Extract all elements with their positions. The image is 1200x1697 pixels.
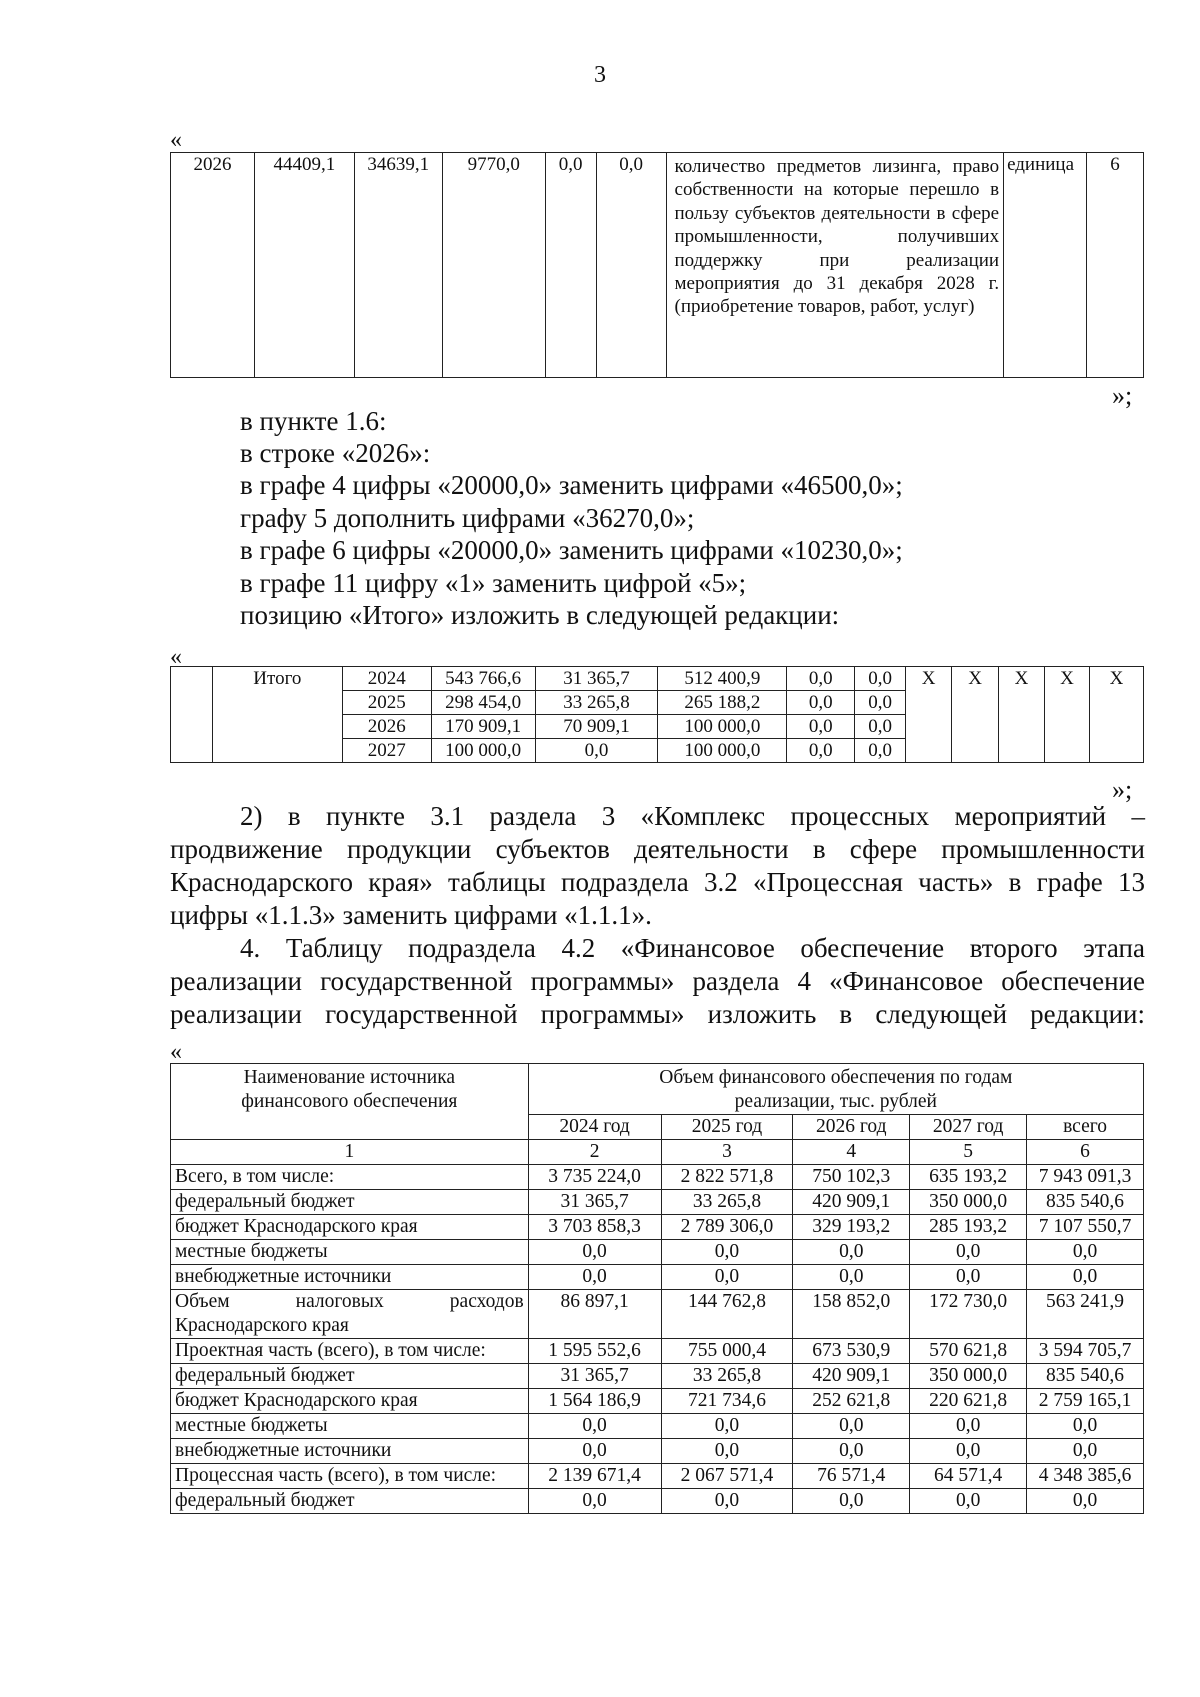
row-source-name: Проектная часть (всего), в том числе: [171, 1339, 529, 1364]
instruction-line: в графе 11 цифру «1» заменить цифрой «5»; [240, 568, 747, 598]
row-value: 7 943 091,3 [1027, 1165, 1144, 1190]
row-value: 420 909,1 [793, 1190, 910, 1215]
header-year: всего [1027, 1115, 1144, 1140]
row-value: 420 909,1 [793, 1364, 910, 1389]
row-value: 2 789 306,0 [661, 1215, 793, 1240]
row-value: 0,0 [1027, 1265, 1144, 1290]
cell-year: 2027 [342, 739, 431, 763]
cell-total: 44409,1 [254, 153, 354, 378]
row-value: 350 000,0 [910, 1364, 1027, 1389]
row-value: 0,0 [528, 1265, 661, 1290]
cell-x: Х [1089, 667, 1143, 763]
header-row [171, 1064, 1144, 1115]
table-row [171, 1414, 1144, 1439]
row-source-name: бюджет Краснодарского края [171, 1215, 529, 1240]
row-value: 329 193,2 [793, 1215, 910, 1240]
row-value: 0,0 [528, 1240, 661, 1265]
row-value: 1 564 186,9 [528, 1389, 661, 1414]
row-value: 0,0 [1027, 1414, 1144, 1439]
row-value: 750 102,3 [793, 1165, 910, 1190]
table-row [171, 1389, 1144, 1414]
cell-federal: 70 909,1 [535, 715, 658, 739]
finance-table-body [171, 1165, 1144, 1514]
instruction-line: в графе 4 цифры «20000,0» заменить цифрами «46500,0»; [240, 470, 903, 500]
row-value: 4 348 385,6 [1027, 1464, 1144, 1489]
cell-year: 2026 [342, 715, 431, 739]
row-value: 33 265,8 [661, 1364, 793, 1389]
row-value: 0,0 [528, 1489, 661, 1514]
cell-local: 0,0 [545, 153, 596, 378]
row-value: 3 594 705,7 [1027, 1339, 1144, 1364]
table-row [171, 1489, 1144, 1514]
row-source-name: внебюджетные источники [171, 1439, 529, 1464]
cell-year: 2024 [342, 667, 431, 691]
row-value: 0,0 [1027, 1439, 1144, 1464]
row-value: 2 067 571,4 [661, 1464, 793, 1489]
cell-federal: 34639,1 [354, 153, 442, 378]
row-source-name: Объем налоговых расходов Краснодарского края [171, 1290, 529, 1339]
paragraph-line: продвижение продукции субъектов деятельности в сфере промышленности [170, 834, 1145, 864]
table-row [171, 1165, 1144, 1190]
row-value: 0,0 [528, 1414, 661, 1439]
row-value: 76 571,4 [793, 1464, 910, 1489]
cell-extra: 0,0 [596, 153, 666, 378]
row-value: 835 540,6 [1027, 1364, 1144, 1389]
row-source-name: местные бюджеты [171, 1240, 529, 1265]
row-value: 673 530,9 [793, 1339, 910, 1364]
header-year: 2026 год [793, 1115, 910, 1140]
cell-federal: 31 365,7 [535, 667, 658, 691]
row-value: 0,0 [793, 1240, 910, 1265]
paragraph-line: реализации государственной программы» раздела 4 «Финансовое обеспечение [170, 966, 1145, 996]
table-row [171, 1265, 1144, 1290]
cell-total: 170 909,1 [431, 715, 535, 739]
paragraph-2 [170, 800, 1145, 932]
cell-local: 0,0 [787, 691, 855, 715]
row-value: 0,0 [793, 1489, 910, 1514]
row-value: 7 107 550,7 [1027, 1215, 1144, 1240]
row-value: 158 852,0 [793, 1290, 910, 1339]
total-table [170, 666, 1144, 763]
cell-local: 0,0 [787, 667, 855, 691]
cell-extra: 0,0 [855, 691, 906, 715]
col-number: 5 [910, 1140, 1027, 1165]
table-row [171, 1290, 1144, 1339]
row-value: 0,0 [910, 1240, 1027, 1265]
paragraph-line: цифры «1.1.3» заменить цифрами «1.1.1». [170, 900, 652, 930]
cell-regional: 100 000,0 [658, 739, 787, 763]
header-source: Наименование источника финансового обеспечения [171, 1064, 529, 1140]
paragraph-line: 2) в пункте 3.1 раздела 3 «Комплекс процессных мероприятий – [240, 801, 1145, 831]
cell-regional: 265 188,2 [658, 691, 787, 715]
cell-x: Х [906, 667, 952, 763]
row-value: 563 241,9 [1027, 1290, 1144, 1339]
col-number: 1 [171, 1140, 529, 1165]
row-value: 3 703 858,3 [528, 1215, 661, 1240]
row-source-name: федеральный бюджет [171, 1489, 529, 1514]
row-source-name: местные бюджеты [171, 1414, 529, 1439]
row-value: 0,0 [661, 1240, 793, 1265]
row-value: 570 621,8 [910, 1339, 1027, 1364]
table-row [171, 1190, 1144, 1215]
table-row [171, 1364, 1144, 1389]
cell-empty [171, 667, 213, 763]
row-value: 1 595 552,6 [528, 1339, 661, 1364]
col-number: 6 [1027, 1140, 1144, 1165]
table-row [171, 1215, 1144, 1240]
row-value: 252 621,8 [793, 1389, 910, 1414]
cell-regional: 9770,0 [442, 153, 545, 378]
row-source-name: Процессная часть (всего), в том числе: [171, 1464, 529, 1489]
row-value: 0,0 [910, 1489, 1027, 1514]
cell-federal: 0,0 [535, 739, 658, 763]
row-value: 0,0 [793, 1414, 910, 1439]
cell-x: Х [952, 667, 999, 763]
row-value: 721 734,6 [661, 1389, 793, 1414]
row-value: 2 139 671,4 [528, 1464, 661, 1489]
cell-total: 100 000,0 [431, 739, 535, 763]
row-value: 0,0 [661, 1265, 793, 1290]
header-volume: Объем финансового обеспечения по годам реализации, тыс. рублей [528, 1064, 1143, 1115]
row-value: 31 365,7 [528, 1190, 661, 1215]
cell-local: 0,0 [787, 715, 855, 739]
row-value: 3 735 224,0 [528, 1165, 661, 1190]
row-value: 0,0 [910, 1439, 1027, 1464]
cell-x: Х [1045, 667, 1090, 763]
instruction-line: графу 5 дополнить цифрами «36270,0»; [240, 503, 695, 533]
row-source-name: внебюджетные источники [171, 1265, 529, 1290]
row-value: 86 897,1 [528, 1290, 661, 1339]
cell-local: 0,0 [787, 739, 855, 763]
cell-regional: 100 000,0 [658, 715, 787, 739]
cell-extra: 0,0 [855, 715, 906, 739]
instruction-line: в пункте 1.6: [240, 406, 387, 436]
table-row [171, 153, 1144, 378]
row-value: 755 000,4 [661, 1339, 793, 1364]
row-value: 835 540,6 [1027, 1190, 1144, 1215]
paragraph-line: 4. Таблицу подраздела 4.2 «Финансовое обеспечение второго этапа [240, 933, 1145, 963]
column-numbers-row [171, 1140, 1144, 1165]
row-value: 172 730,0 [910, 1290, 1027, 1339]
col-number: 3 [661, 1140, 793, 1165]
row-value: 33 265,8 [661, 1190, 793, 1215]
row-source-name: федеральный бюджет [171, 1190, 529, 1215]
row-value: 635 193,2 [910, 1165, 1027, 1190]
header-year: 2027 год [910, 1115, 1027, 1140]
row-value: 0,0 [793, 1265, 910, 1290]
instruction-line: в графе 6 цифры «20000,0» заменить цифрами «10230,0»; [240, 535, 903, 565]
col-number: 2 [528, 1140, 661, 1165]
cell-extra: 0,0 [855, 667, 906, 691]
row-value: 285 193,2 [910, 1215, 1027, 1240]
leasing-table [170, 152, 1144, 378]
row-value: 2 759 165,1 [1027, 1389, 1144, 1414]
row-value: 0,0 [793, 1439, 910, 1464]
quote-open-3: « [170, 1039, 182, 1065]
instruction-line: позицию «Итого» изложить в следующей редакции: [240, 600, 840, 630]
row-value: 31 365,7 [528, 1364, 661, 1389]
cell-x: Х [999, 667, 1045, 763]
cell-total: 543 766,6 [431, 667, 535, 691]
page-number: 3 [594, 62, 606, 88]
cell-description: количество предметов лизинга, право собственности на которые перешло в пользу субъектов деятельности в сфере промышленности, получивших поддержку при реализации мероприятия до 31 декабря 2028 г. (приобретение товаров, работ, услуг) [666, 153, 1004, 378]
cell-year: 2026 [171, 153, 255, 378]
row-source-name: федеральный бюджет [171, 1364, 529, 1389]
cell-federal: 33 265,8 [535, 691, 658, 715]
header-year: 2024 год [528, 1115, 661, 1140]
cell-year: 2025 [342, 691, 431, 715]
row-value: 220 621,8 [910, 1389, 1027, 1414]
row-source-name: Всего, в том числе: [171, 1165, 529, 1190]
col-number: 4 [793, 1140, 910, 1165]
quote-close-1: »; [1112, 381, 1133, 410]
row-value: 0,0 [661, 1414, 793, 1439]
row-value: 0,0 [661, 1439, 793, 1464]
table-row [171, 667, 1144, 691]
row-source-name: бюджет Краснодарского края [171, 1389, 529, 1414]
paragraph-line: реализации государственной программы» изложить в следующей редакции: [170, 999, 1145, 1029]
row-value: 2 822 571,8 [661, 1165, 793, 1190]
row-value: 350 000,0 [910, 1190, 1027, 1215]
table-row [171, 1339, 1144, 1364]
header-year: 2025 год [661, 1115, 793, 1140]
table-row [171, 1439, 1144, 1464]
row-value: 0,0 [1027, 1489, 1144, 1514]
quote-open-2: « [170, 644, 182, 670]
paragraph-line: Краснодарского края» таблицы подраздела 3.2 «Процессная часть» в графе 13 [170, 867, 1145, 897]
row-value: 0,0 [910, 1414, 1027, 1439]
cell-unit: единица [1004, 153, 1087, 378]
row-value: 0,0 [910, 1265, 1027, 1290]
instruction-line: в строке «2026»: [240, 438, 431, 468]
cell-total: 298 454,0 [431, 691, 535, 715]
cell-total-label: Итого [212, 667, 342, 763]
row-value: 64 571,4 [910, 1464, 1027, 1489]
paragraph-4 [170, 932, 1145, 1031]
cell-regional: 512 400,9 [658, 667, 787, 691]
finance-table [170, 1063, 1144, 1514]
cell-value: 6 [1087, 153, 1144, 378]
quote-open-1: « [170, 127, 182, 153]
table-row [171, 1240, 1144, 1265]
table-row [171, 1464, 1144, 1489]
row-value: 144 762,8 [661, 1290, 793, 1339]
row-value: 0,0 [1027, 1240, 1144, 1265]
row-value: 0,0 [528, 1439, 661, 1464]
cell-extra: 0,0 [855, 739, 906, 763]
quote-close-2: »; [1112, 775, 1133, 804]
row-value: 0,0 [661, 1489, 793, 1514]
